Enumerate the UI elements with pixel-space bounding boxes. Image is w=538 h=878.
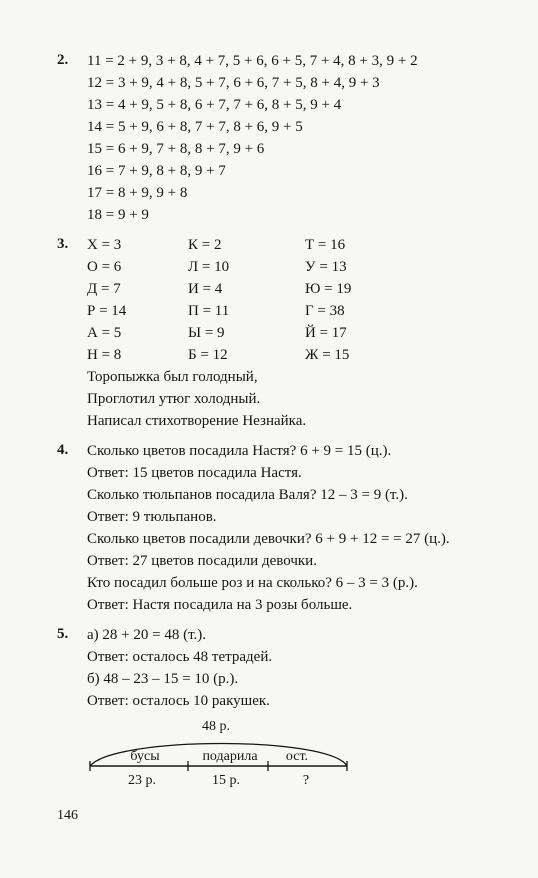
- letter-value-cell: Т = 16: [305, 237, 346, 253]
- letter-value-cell: Ю = 19: [305, 281, 352, 297]
- segment-value: ?: [302, 773, 310, 788]
- letter-value-cell: Х = 3: [87, 237, 122, 253]
- letter-value-cell: Г = 38: [305, 303, 345, 319]
- segment-value: 23 р.: [128, 773, 156, 788]
- letter-value-cell: Н = 8: [87, 347, 122, 363]
- task-4-line: Сколько цветов посадила Настя? 6 + 9 = 15 (ц.).: [87, 443, 392, 459]
- letter-value-cell: Й = 17: [305, 325, 347, 341]
- segment-label: бусы: [130, 749, 160, 764]
- task-2-line: 11 = 2 + 9, 3 + 8, 4 + 7, 5 + 6, 6 + 5, 7 + 4, 8 + 3, 9 + 2: [87, 53, 418, 69]
- diagram-total-label: 48 р.: [202, 719, 230, 734]
- task-2-line: 12 = 3 + 9, 4 + 8, 5 + 7, 6 + 6, 7 + 5, 8 + 4, 9 + 3: [87, 75, 380, 91]
- task-5-line: Ответ: осталось 10 ракушек.: [87, 693, 270, 709]
- task-4-line: Ответ: 9 тюльпанов.: [87, 509, 217, 525]
- poem-line: Написал стихотворение Незнайка.: [87, 413, 307, 429]
- task-4-line: Ответ: 15 цветов посадила Настя.: [87, 465, 302, 481]
- task-4-line: Сколько цветов посадили девочки? 6 + 9 + 12 = = 27 (ц.).: [87, 531, 450, 547]
- task-2-line: 17 = 8 + 9, 9 + 8: [87, 185, 188, 201]
- letter-value-cell: Б = 12: [188, 347, 228, 363]
- segment-label: подарила: [202, 749, 258, 764]
- task-2-line: 18 = 9 + 9: [87, 207, 149, 223]
- task-4-line: Ответ: 27 цветов посадили девочки.: [87, 553, 317, 569]
- task-4-number: 4.: [57, 442, 69, 458]
- letter-value-cell: Л = 10: [188, 259, 230, 275]
- task-5-line: Ответ: осталось 48 тетрадей.: [87, 649, 273, 665]
- task-4-line: Ответ: Настя посадила на 3 розы больше.: [87, 597, 353, 613]
- letter-value-cell: К = 2: [188, 237, 222, 253]
- segment-value: 15 р.: [212, 773, 240, 788]
- task-5-line: б) 48 – 23 – 15 = 10 (р.).: [87, 671, 239, 687]
- poem-line: Проглотил утюг холодный.: [87, 391, 261, 407]
- task-5-number: 5.: [57, 626, 69, 642]
- letter-value-cell: Р = 14: [87, 303, 127, 319]
- task-2-line: 15 = 6 + 9, 7 + 8, 8 + 7, 9 + 6: [87, 141, 265, 157]
- letter-value-cell: И = 4: [188, 281, 223, 297]
- segment-diagram: [0, 708, 538, 798]
- segment-label: ост.: [285, 749, 309, 764]
- task-4-line: Кто посадил больше роз и на сколько? 6 – 3 = 3 (р.).: [87, 575, 418, 591]
- task-2-number: 2.: [57, 52, 69, 68]
- letter-value-cell: О = 6: [87, 259, 122, 275]
- letter-value-cell: П = 11: [188, 303, 230, 319]
- task-2-line: 16 = 7 + 9, 8 + 8, 9 + 7: [87, 163, 226, 179]
- task-4-line: Сколько тюльпанов посадила Валя? 12 – 3 = 9 (т.).: [87, 487, 408, 503]
- letter-value-cell: Ж = 15: [305, 347, 350, 363]
- poem-line: Торопыжка был голодный,: [87, 369, 258, 385]
- task-2-line: 13 = 4 + 9, 5 + 8, 6 + 7, 7 + 6, 8 + 5, 9 + 4: [87, 97, 342, 113]
- letter-value-cell: А = 5: [87, 325, 122, 341]
- letter-value-cell: У = 13: [305, 259, 347, 275]
- page-number: 146: [57, 808, 78, 823]
- letter-value-cell: Ы = 9: [188, 325, 225, 341]
- task-3-number: 3.: [57, 236, 69, 252]
- letter-value-cell: Д = 7: [87, 281, 121, 297]
- task-2-line: 14 = 5 + 9, 6 + 8, 7 + 7, 8 + 6, 9 + 5: [87, 119, 303, 135]
- task-5-line: а) 28 + 20 = 48 (т.).: [87, 627, 206, 643]
